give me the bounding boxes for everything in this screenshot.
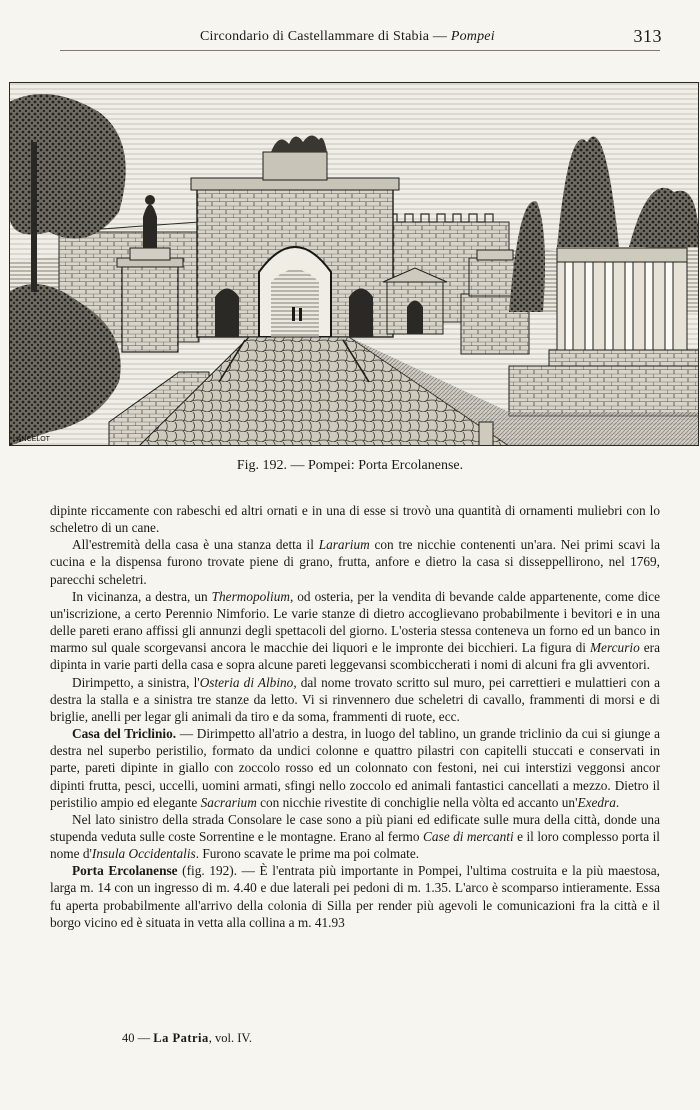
text-run: . [615,794,620,810]
text-run: con tre nicchie contenenti un'ara. Nei primi scavi la cucina e la dispensa furono trovate piene di grano, frutta, anfore e dietro la casa si disseppellirono, nel 1769, parecchi scheletri. [50,537,660,587]
running-title-italic: Pompei [450,29,495,44]
footer-publication-title: La Patria [153,1031,209,1045]
text-run: (fig. 192). — È l'entrata più importante in Pompei, l'ultima costruita e la più maestosa, larga m. 14 con un ingresso di m. 4.40 e due laterali pei pedoni di m. 1.35. L'arco è scomparso intieramente. Essa fu aperta probabilmente all'arrivo della colonia di Silla per render più agevoli le comunicazioni fra la città e il borgo vicino ed è situata in vetta alla collina a m. 41.93 [50,863,661,930]
text-run: e il loro complesso porta il nome d' [50,828,661,862]
italic-term: Thermopolium [211,588,290,604]
paragraph-6 [50,811,660,862]
paragraph-1: dipinte riccamente con rabeschi ed altri ornati e in una di esse si trovò una quantità di ornamenti muliebri con lo scheletro di un cane. [50,503,660,536]
figure-caption: Fig. 192. — Pompei: Porta Ercolanense. [236,458,464,473]
text-run: — Dirimpetto all'atrio a destra, in luogo del tablino, un grande triclinio da cui si giunge a destra nel superbo peristilio, formato da undici colonne e quattro pilastri con capitelli stuccati e conservati in parte, pareti dipinte in giallo con zoccolo rosso ed un colonnato con festoni, nei cui interstizi veggonsi ancor dipinti frutta, pesci, uccelli, uomini armati, sfingi nello zoccolo ed animali fantastici cancellati a mezzo. Dietro il peristilio ampio ed elegante [50,726,660,810]
text-run: In vicinanza, a destra, un [72,588,212,604]
paragraph-7 [50,862,660,931]
text-run: , dal nome trovato scritto sul muro, pei carrettieri e mulattieri con a destra la stalla e a sinistra tre stanze da letto. Vi si rinvennero due scheletri di cavallo, frammenti di morsi e di briglie, anelli per legar gli animali da tiro e da soma, frammenti di ruote, ecc. [50,674,660,724]
italic-term: Sacrarium [200,794,257,810]
paragraph-2 [50,536,660,587]
engraving-figure [9,82,699,446]
paragraph-3 [50,588,660,674]
text-run: All'estremità della casa è una stanza detta il [72,537,319,553]
text-run: con nicchie rivestite di conchiglie nella vòlta ed accanto un' [256,794,578,810]
running-title-text: Circondario di Castellammare di Stabia — [200,29,451,44]
header-rule [60,50,660,51]
paragraph-4 [50,674,660,725]
text-run: . Furono scavate le prime ma poi colmate. [195,846,420,862]
engraving-illustration [9,82,699,446]
italic-term: Lararium [318,537,370,553]
section-heading: Casa del Triclinio. [72,726,177,742]
page-footer [122,1031,252,1046]
body-text [50,502,660,931]
running-title [200,29,495,45]
text-run: Nel lato sinistro della strada Consolare le case sono a più piani ed edificate sulle mura della città, donde una stupenda veduta sulle coste Sorrentine e le montagne. Erano al fermo [50,811,660,844]
italic-term: Exedra [577,794,616,810]
italic-term: Case di mercanti [423,828,514,844]
running-head [0,26,700,50]
page-number: 313 [633,26,662,46]
engraver-signature: LANCELOT [13,436,50,443]
italic-term: Insula Occidentalis [91,846,196,862]
section-heading: Porta Ercolanense [72,863,178,879]
text-run: era dipinta in varie parti della casa e sopra alcune pareti leggevansi scombiccherati i nomi di alcuni fra gli avventori. [50,640,660,673]
footer-signature-number: 40 — [122,1031,154,1045]
footer-volume: , vol. IV. [208,1031,252,1045]
italic-term: Osteria di Albino [199,674,294,690]
text-run: , od osteria, per la vendita di bevande calde appartenente, come dice un'iscrizione, a certo Perennio Nimforio. Le varie stanze di dietro accoglievano probabilmente i bevitori e in una delle pareti erano affissi gli annunzi degli spettacoli del giorno. L'osteria stessa conteneva un forno ed un banco in marmo sul quale scorgevansi ancora le macchie dei liquori e le impronte dei bicchieri. La figura di [50,588,660,656]
text-run: Dirimpetto, a sinistra, l' [72,674,200,690]
italic-term: Mercurio [589,640,640,656]
paragraph-5 [50,725,660,811]
